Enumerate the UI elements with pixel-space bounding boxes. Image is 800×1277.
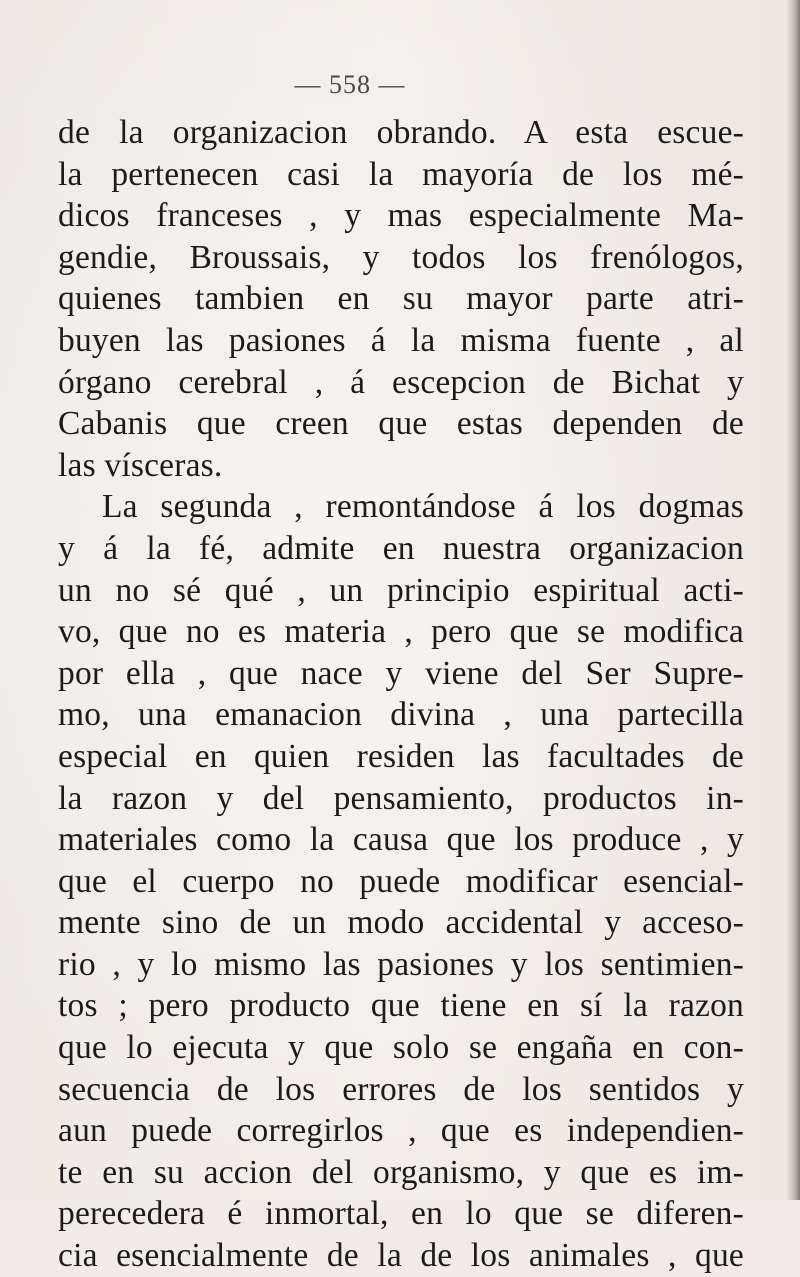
text-line: mente sino de un modo accidental y acceso- (58, 904, 744, 942)
text-line: vo, que no es materia , pero que se modifica (58, 613, 744, 651)
text-line: por ella , que nace y viene del Ser Supre- (58, 654, 744, 692)
text-line: rio , y lo mismo las pasiones y los sentimien- (58, 945, 744, 983)
text-line: cia esencialmente de la de los animales , que (58, 1237, 744, 1275)
text-line: Cabanis que creen que estas dependen de (58, 405, 744, 443)
text-line: de la organizacion obrando. A esta escue- (58, 114, 744, 151)
text-line: buyen las pasiones á la misma fuente , al (58, 321, 744, 359)
text-line: especial en quien residen las facultades de (58, 737, 744, 775)
text-line: que lo ejecuta y que solo se engaña en con- (58, 1029, 744, 1067)
text-line: aun puede corregirlos , que es independien- (58, 1112, 744, 1150)
text-line: un no sé qué , un principio espiritual acti- (58, 571, 744, 609)
text-line: quienes tambien en su mayor parte atri- (58, 280, 744, 318)
text-line: y á la fé, admite en nuestra organizacion (58, 529, 744, 567)
page-number: — 558 — (294, 70, 406, 99)
text-line: secuencia de los errores de los sentidos y (58, 1070, 744, 1108)
text-line: mo, una emanacion divina , una partecilla (58, 696, 744, 734)
text-line: la razon y del pensamiento, productos in- (58, 779, 744, 817)
text-line: materiales como la causa que los produce , y (58, 821, 744, 859)
page-edge-shadow (786, 0, 800, 1200)
text-line: órgano cerebral , á escepcion de Bichat y (58, 363, 744, 401)
text-line: te en su accion del organismo, y que es im- (58, 1153, 744, 1191)
text-line: las vísceras. (58, 446, 223, 484)
body-text (58, 112, 744, 1277)
text-line: que el cuerpo no puede modificar esencial- (58, 862, 744, 900)
paragraph-first-line: La segunda , remontándose á los dogmas (102, 488, 744, 526)
text-line: perecedera é inmortal, en lo que se diferen- (58, 1195, 744, 1233)
text-line: tos ; pero producto que tiene en sí la razon (58, 987, 744, 1025)
text-line: dicos franceses , y mas especialmente Ma- (58, 197, 744, 235)
text-line: la pertenecen casi la mayoría de los mé- (58, 155, 744, 193)
text-line: gendie, Broussais, y todos los frenólogos, (58, 238, 744, 276)
